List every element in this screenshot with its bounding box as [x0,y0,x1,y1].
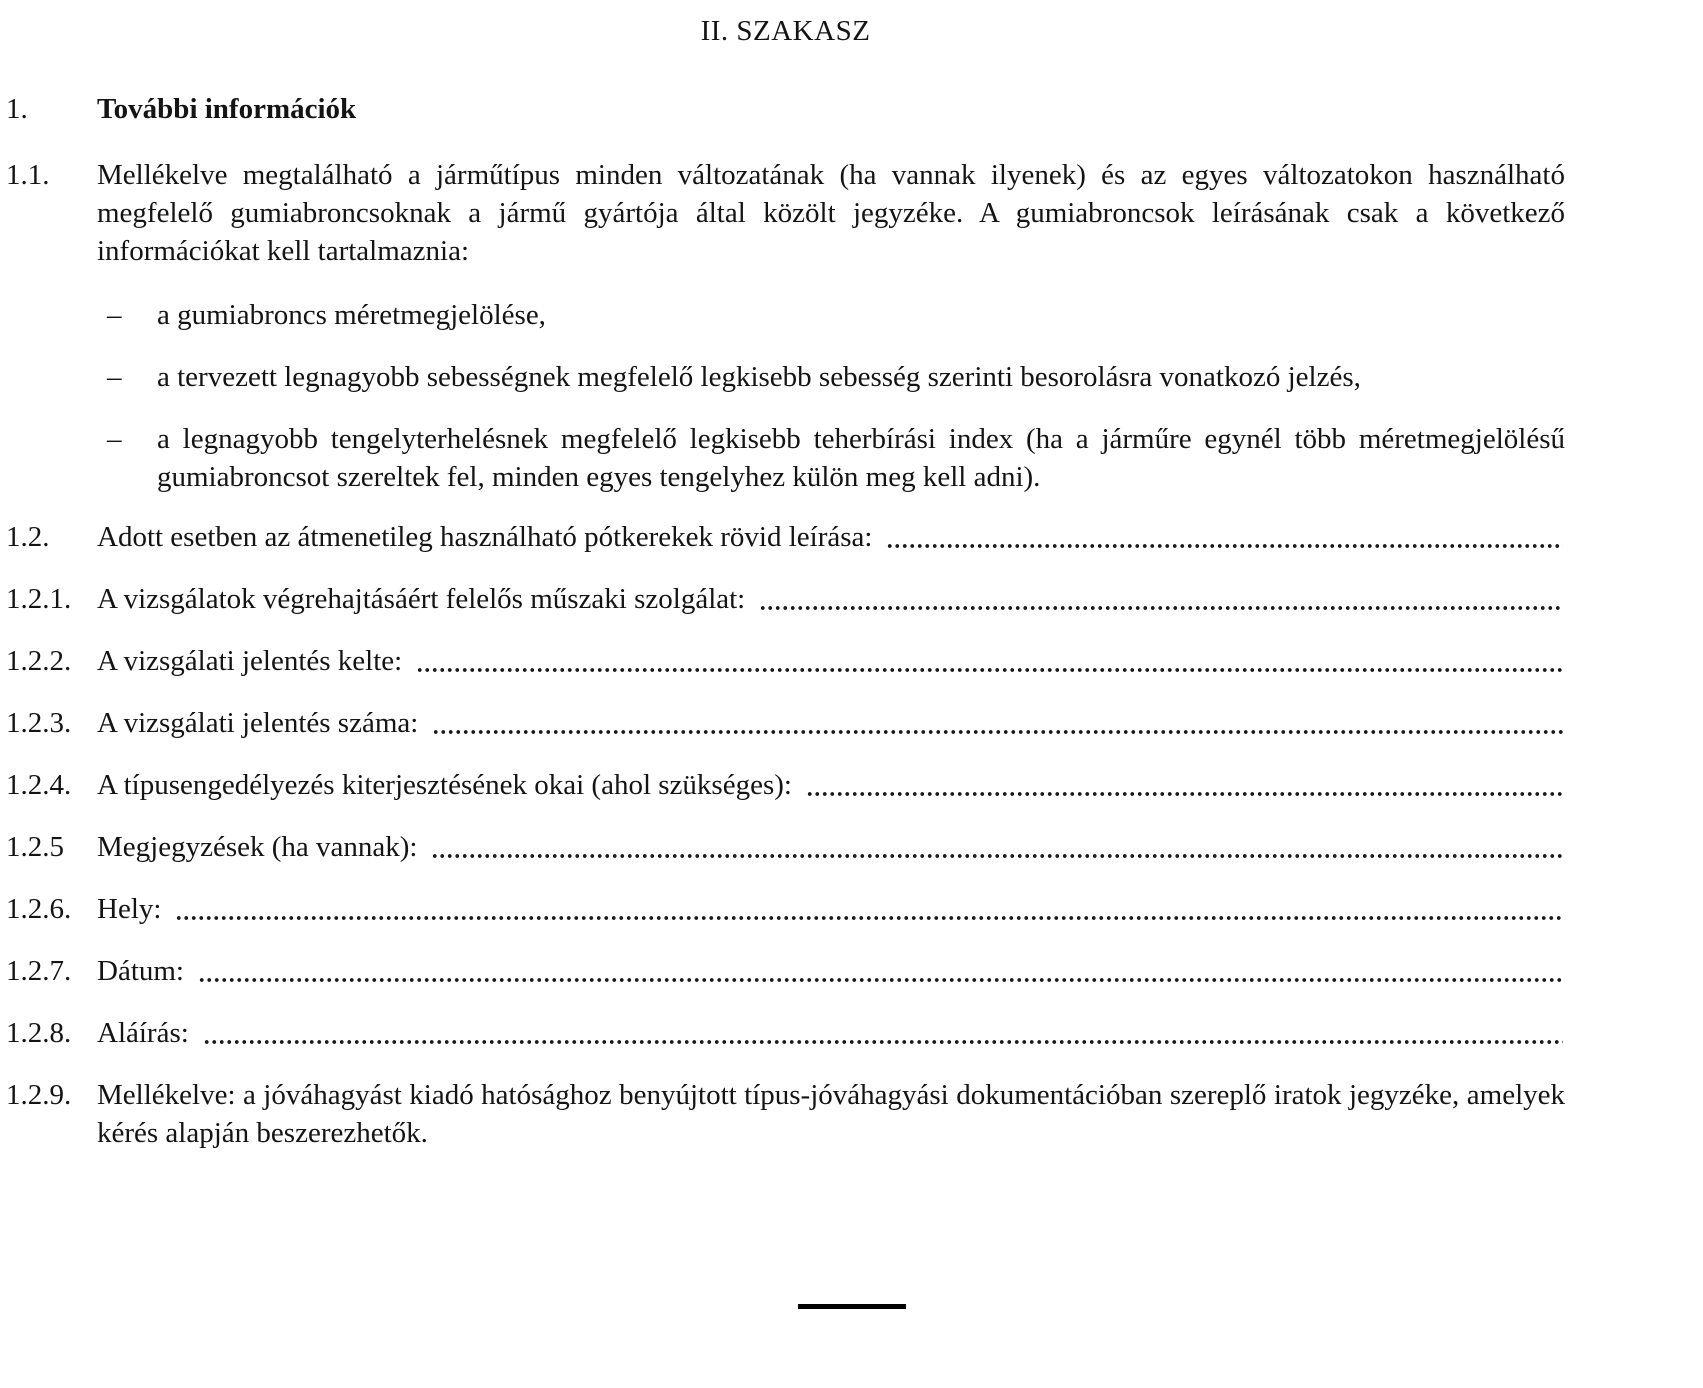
item-number: 1.2.3. [6,707,72,739]
field-label: A vizsgálati jelentés száma: [97,707,419,739]
item-number: 1. [6,93,28,125]
bullet-item [97,358,1565,396]
bullet-text: a legnagyobb tengelyterhelésnek megfelelő legkisebb teherbírási index (ha a járműre egynél több méretmegjelölésű gumiabroncsot szereltek fel, minden egyes tengelyhez külön meg kell adni). [157,423,1565,493]
field-label: Hely: [97,893,162,925]
bullet-text: a gumiabroncs méretmegjelölése, [157,299,546,331]
dotted-fill-line [806,789,1563,799]
form-row [6,704,1565,742]
form-row [6,828,1565,866]
dotted-fill-line [431,851,1563,861]
dash-bullet: – [107,423,122,455]
field-label: Adott esetben az átmenetileg használható pótkerekek rövid leírása: [97,521,873,553]
form-row [6,1014,1565,1052]
heading-row [6,90,1565,128]
item-number: 1.2.6. [6,893,72,925]
item-number: 1.2.2. [6,645,72,677]
form-row [6,580,1565,618]
field-label: Dátum: [97,955,184,987]
form-row [6,642,1565,680]
paragraph-1-1 [6,156,1565,270]
item-number: 1.2.9. [6,1079,72,1111]
item-number: 1.2.4. [6,769,72,801]
item-number: 1.2.7. [6,955,72,987]
heading-label: További információk [97,93,357,125]
field-label: A típusengedélyezés kiterjesztésének okai (ahol szükséges): [97,769,792,801]
paragraph-text: Mellékelve megtalálható a járműtípus minden változatának (ha vannak ilyenek) és az egyes változatokon használható megfelelő gumiabroncsoknak a jármű gyártója által közölt jegyzéke. A gumiabroncsok leírásának csak a következő információkat kell tartalmaznia: [97,159,1565,267]
paragraph-1-2-9 [6,1076,1565,1152]
dotted-fill-line [886,541,1563,551]
item-number: 1.1. [6,159,50,191]
section-end-rule [798,1304,906,1309]
bullet-text: a tervezett legnagyobb sebességnek megfelelő legkisebb sebesség szerinti besorolásra vonatkozó jelzés, [157,361,1361,393]
field-label: Aláírás: [97,1017,189,1049]
paragraph-text: Mellékelve: a jóváhagyást kiadó hatósághoz benyújtott típus-jóváhagyási dokumentációban szereplő iratok jegyzéke, amelyek kérés alapján beszerezhetők. [97,1079,1565,1149]
dotted-fill-line [759,603,1563,613]
field-label: A vizsgálatok végrehajtásáért felelős műszaki szolgálat: [97,583,746,615]
form-row [6,890,1565,928]
dotted-fill-line [432,727,1563,737]
item-number: 1.2.1. [6,583,72,615]
dotted-fill-line [175,913,1563,923]
section-title: II. SZAKASZ [700,15,871,47]
dotted-fill-line [203,1037,1563,1047]
bullet-item [97,296,1565,334]
form-row [6,766,1565,804]
dash-bullet: – [107,361,122,393]
item-number: 1.2.5 [6,831,64,863]
item-number: 1.2.8. [6,1017,72,1049]
field-label: Megjegyzések (ha vannak): [97,831,418,863]
dotted-fill-line [416,665,1563,675]
field-label: A vizsgálati jelentés kelte: [97,645,403,677]
form-row [6,518,1565,556]
dash-bullet: – [107,299,122,331]
form-row [6,952,1565,990]
item-number: 1.2. [6,521,50,553]
dotted-fill-line [198,975,1563,985]
bullet-item [97,420,1565,496]
